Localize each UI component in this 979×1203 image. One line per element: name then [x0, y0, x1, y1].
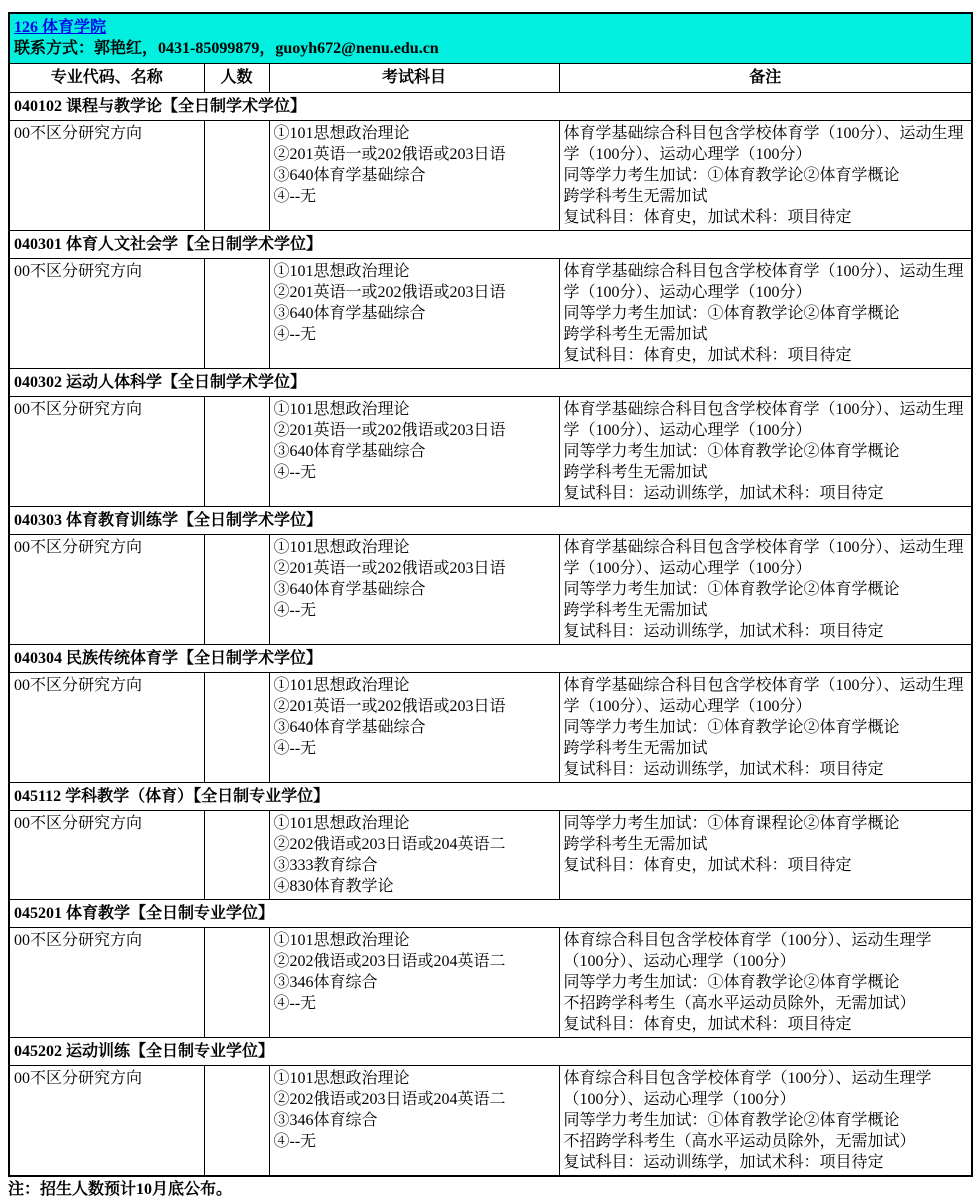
- college-header-row: [9, 13, 972, 64]
- admissions-table: [8, 12, 973, 1177]
- notes-cell: 体育学基础综合科目包含学校体育学（100分）、运动生理学（100分）、运动心理学（100分） 同等学力考生加试：①体育教学论②体育学概论 跨学科考生无需加试 复试科目：体育史，加试术科：项目待定: [559, 121, 972, 231]
- footnote: 注：招生人数预计10月底公布。: [8, 1181, 233, 1198]
- program-row: [9, 811, 972, 900]
- subjects-cell: ①101思想政治理论 ②201英语一或202俄语或203日语 ③640体育学基础综合 ④--无: [269, 259, 559, 369]
- program-row: [9, 673, 972, 783]
- program-row: [9, 259, 972, 369]
- section-header-row: [9, 645, 972, 673]
- program-row: [9, 535, 972, 645]
- college-header: [9, 13, 972, 64]
- subjects-cell: ①101思想政治理论 ②201英语一或202俄语或203日语 ③640体育学基础综合 ④--无: [269, 535, 559, 645]
- quota-cell: [204, 1066, 269, 1177]
- subjects-cell: ①101思想政治理论 ②201英语一或202俄语或203日语 ③640体育学基础综合 ④--无: [269, 673, 559, 783]
- direction-cell: 00不区分研究方向: [9, 928, 204, 1038]
- direction-cell: 00不区分研究方向: [9, 1066, 204, 1177]
- direction-cell: 00不区分研究方向: [9, 397, 204, 507]
- section-header-row: [9, 783, 972, 811]
- quota-cell: [204, 259, 269, 369]
- notes-cell: 同等学力考生加试：①体育课程论②体育学概论 跨学科考生无需加试 复试科目：体育史，加试术科：项目待定: [559, 811, 972, 900]
- program-row: [9, 397, 972, 507]
- notes-cell: 体育学基础综合科目包含学校体育学（100分）、运动生理学（100分）、运动心理学（100分） 同等学力考生加试：①体育教学论②体育学概论 跨学科考生无需加试 复试科目：运动训练学，加试术科：项目待定: [559, 535, 972, 645]
- section-title: 040304 民族传统体育学【全日制学术学位】: [9, 645, 972, 673]
- subjects-cell: ①101思想政治理论 ②202俄语或203日语或204英语二 ③346体育综合 ④--无: [269, 1066, 559, 1177]
- program-row: [9, 121, 972, 231]
- quota-cell: [204, 928, 269, 1038]
- notes-cell: 体育学基础综合科目包含学校体育学（100分）、运动生理学（100分）、运动心理学（100分） 同等学力考生加试：①体育教学论②体育学概论 跨学科考生无需加试 复试科目：运动训练学，加试术科：项目待定: [559, 397, 972, 507]
- program-row: [9, 928, 972, 1038]
- section-title: 040303 体育教育训练学【全日制学术学位】: [9, 507, 972, 535]
- section-title: 045201 体育教学【全日制专业学位】: [9, 900, 972, 928]
- section-header-row: [9, 900, 972, 928]
- notes-cell: 体育综合科目包含学校体育学（100分）、运动生理学（100分）、运动心理学（100分） 同等学力考生加试：①体育教学论②体育学概论 不招跨学科考生（高水平运动员除外，无需加试） 复试科目：体育史，加试术科：项目待定: [559, 928, 972, 1038]
- section-header-row: [9, 1038, 972, 1066]
- section-header-row: [9, 507, 972, 535]
- section-title: 040302 运动人体科学【全日制学术学位】: [9, 369, 972, 397]
- direction-cell: 00不区分研究方向: [9, 121, 204, 231]
- college-link[interactable]: 126 体育学院: [14, 19, 107, 36]
- subjects-cell: ①101思想政治理论 ②202俄语或203日语或204英语二 ③333教育综合 ④830体育教学论: [269, 811, 559, 900]
- direction-cell: 00不区分研究方向: [9, 811, 204, 900]
- quota-cell: [204, 121, 269, 231]
- column-header-quota: 人数: [204, 64, 269, 93]
- section-header-row: [9, 93, 972, 121]
- contact-info: 联系方式：郭艳红，0431-85099879，guoyh672@nenu.edu.cn: [14, 40, 439, 57]
- quota-cell: [204, 811, 269, 900]
- subjects-cell: ①101思想政治理论 ②202俄语或203日语或204英语二 ③346体育综合 ④--无: [269, 928, 559, 1038]
- subjects-cell: ①101思想政治理论 ②201英语一或202俄语或203日语 ③640体育学基础综合 ④--无: [269, 397, 559, 507]
- section-title: 040301 体育人文社会学【全日制学术学位】: [9, 231, 972, 259]
- quota-cell: [204, 397, 269, 507]
- column-header-row: [9, 64, 972, 93]
- quota-cell: [204, 535, 269, 645]
- subjects-cell: ①101思想政治理论 ②201英语一或202俄语或203日语 ③640体育学基础综合 ④--无: [269, 121, 559, 231]
- direction-cell: 00不区分研究方向: [9, 673, 204, 783]
- direction-cell: 00不区分研究方向: [9, 259, 204, 369]
- section-header-row: [9, 369, 972, 397]
- notes-cell: 体育学基础综合科目包含学校体育学（100分）、运动生理学（100分）、运动心理学（100分） 同等学力考生加试：①体育教学论②体育学概论 跨学科考生无需加试 复试科目：运动训练学，加试术科：项目待定: [559, 673, 972, 783]
- direction-cell: 00不区分研究方向: [9, 535, 204, 645]
- program-row: [9, 1066, 972, 1177]
- section-title: 040102 课程与教学论【全日制学术学位】: [9, 93, 972, 121]
- section-header-row: [9, 231, 972, 259]
- section-title: 045112 学科教学（体育）【全日制专业学位】: [9, 783, 972, 811]
- notes-cell: 体育综合科目包含学校体育学（100分）、运动生理学（100分）、运动心理学（100分） 同等学力考生加试：①体育教学论②体育学概论 不招跨学科考生（高水平运动员除外，无需加试） 复试科目：运动训练学，加试术科：项目待定: [559, 1066, 972, 1177]
- column-header-subjects: 考试科目: [269, 64, 559, 93]
- section-title: 045202 运动训练【全日制专业学位】: [9, 1038, 972, 1066]
- quota-cell: [204, 673, 269, 783]
- column-header-notes: 备注: [559, 64, 972, 93]
- column-header-code-name: 专业代码、名称: [9, 64, 204, 93]
- notes-cell: 体育学基础综合科目包含学校体育学（100分）、运动生理学（100分）、运动心理学（100分） 同等学力考生加试：①体育教学论②体育学概论 跨学科考生无需加试 复试科目：体育史，加试术科：项目待定: [559, 259, 972, 369]
